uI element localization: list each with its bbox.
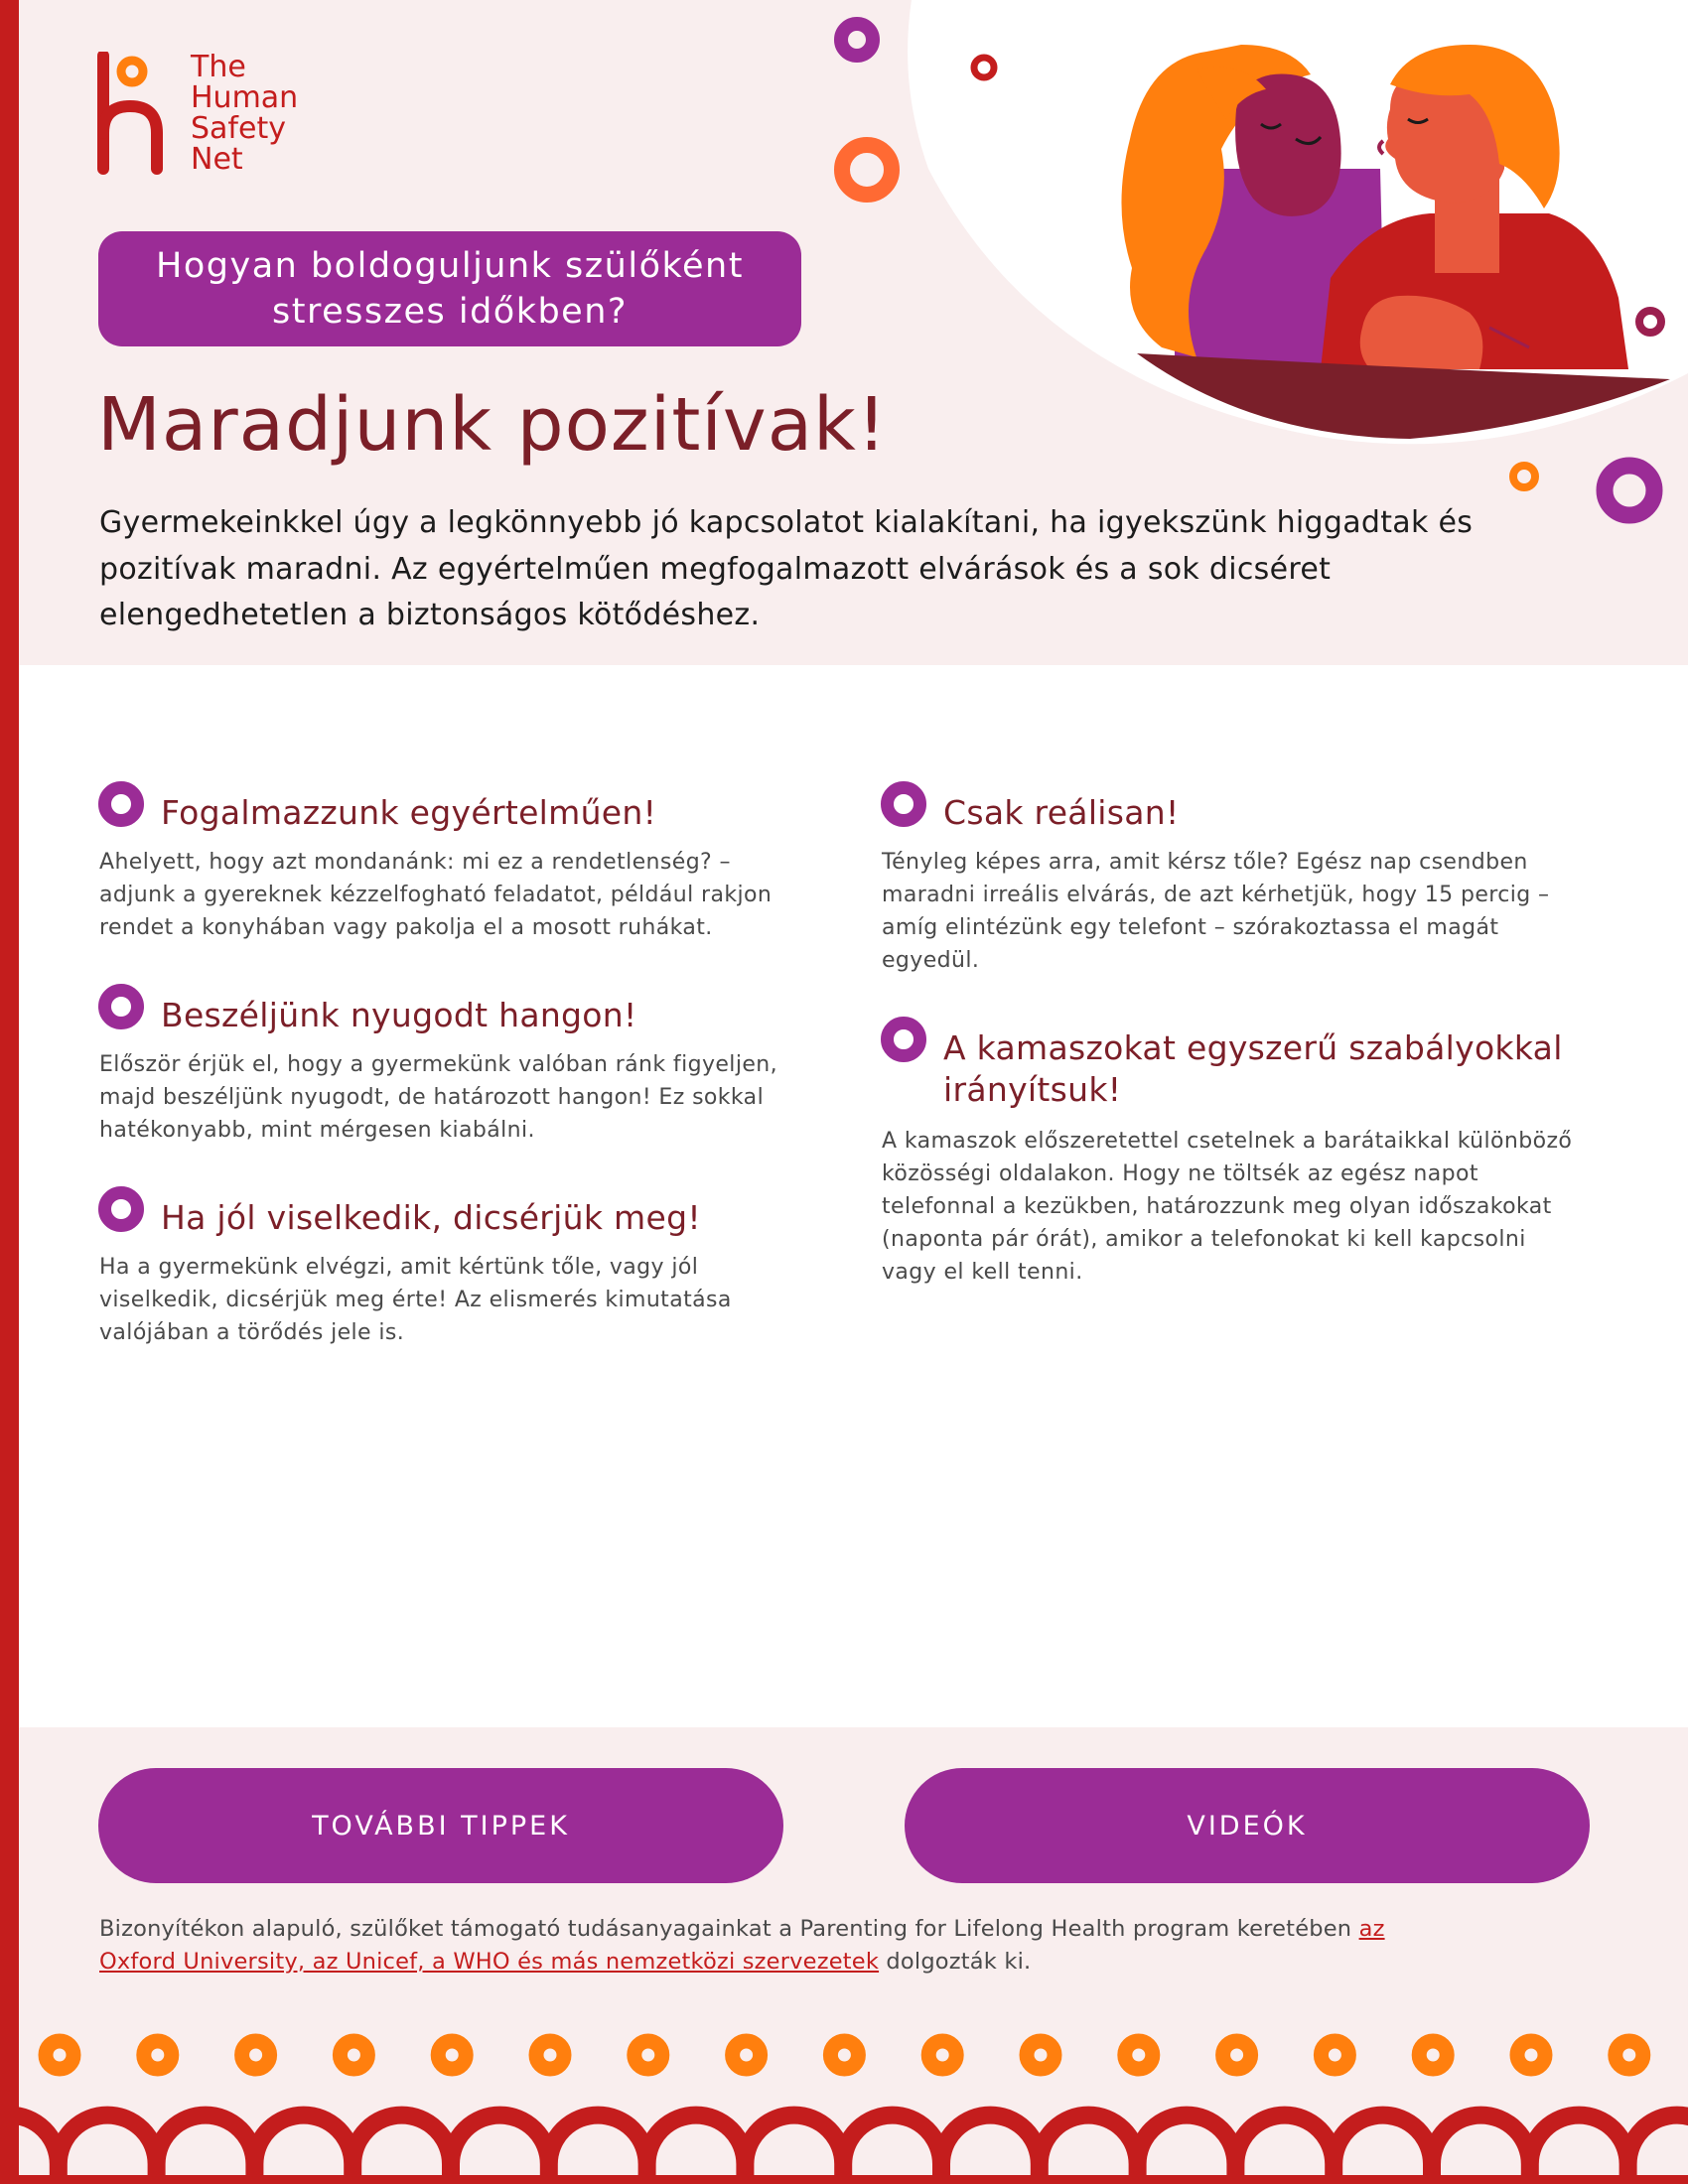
credit-text — [99, 1913, 1390, 1979]
orange-ring-decoration — [733, 2041, 761, 2069]
intro-paragraph: Gyermekeinkkel úgy a legkönnyebb jó kapcsolatot kialakítani, ha igyekszünk higgadtak és pozitívak maradni. Az egyértelműen megfogalmazott elvárások és a sok dicséret elengedhetetlen a biztonságos kötődéshez. — [99, 505, 1474, 632]
tip-body: Ha a gyermekünk elvégzi, amit kértünk tőle, vagy jól viselkedik, dicsérjük meg érte! Az elismerés kimutatása valójában a törődés jele is. — [99, 1255, 732, 1345]
more-tips-button[interactable]: TOVÁBBI TIPPEK — [98, 1768, 783, 1883]
orange-ring-decoration — [1321, 2041, 1348, 2069]
tip-heading: Beszéljünk nyugodt hangon! — [161, 996, 637, 1034]
tip-card — [97, 1185, 792, 1354]
orange-ring-decoration — [340, 2041, 367, 2069]
partners-link[interactable]: az Oxford University, az Unicef, a WHO és más nemzetközi szervezetek — [99, 1916, 1385, 1975]
orange-ring-decoration — [242, 2041, 270, 2069]
tip-heading — [943, 1027, 1563, 1111]
orange-ring-decoration — [1419, 2041, 1447, 2069]
orange-ring-decoration — [438, 2041, 466, 2069]
orange-ring-decoration — [830, 2041, 858, 2069]
orange-ring-decoration — [144, 2041, 172, 2069]
brand-logo — [95, 52, 334, 181]
ring-bullet-icon — [880, 1016, 927, 1063]
ring-bullet-icon — [97, 780, 145, 828]
orange-ring-decoration — [1616, 2041, 1643, 2069]
tip-body: Tényleg képes arra, amit kérsz tőle? Egész nap csendben maradni irreális elvárás, de azt kérhetjük, hogy 15 percig – amíg elintézünk egy telefont – szórakoztassa el magát egyedül. — [882, 850, 1550, 973]
tip-body: Először érjük el, hogy a gyermekünk valóban ránk figyeljen, majd beszéljünk nyugodt, de határozott hangon! Ez sokkal hatékonyabb, mint mérgesen kiabálni. — [99, 1052, 777, 1143]
brand-name-line: Human — [191, 80, 299, 115]
tip-card — [97, 983, 792, 1152]
tip-body: A kamaszok előszeretettel csetelnek a barátaikkal különböző közösségi oldalakon. Hogy ne töltsék az egész napot telefonnal a kezükben, határozzunk meg olyan időszakokat (naponta pár órát), amikor a telefonokat ki kell kapcsolni vagy el kell tenni. — [882, 1129, 1573, 1285]
credit-text-start: Bizonyítékon alapuló, szülőket támogató tudásanyagainkat a Parenting for Lifelong Health program keretében — [99, 1916, 1359, 1942]
orange-ring-small-decoration — [1513, 466, 1535, 487]
tip-heading: Ha jól viselkedik, dicsérjük meg! — [161, 1198, 701, 1237]
brand-name-line: Safety — [191, 111, 286, 146]
ring-bullet-icon — [97, 983, 145, 1030]
brand-name-line: Net — [191, 142, 243, 177]
tip-heading: Fogalmazzunk egyértelműen! — [161, 793, 657, 832]
ring-bullet-icon — [97, 1185, 145, 1233]
ring-bullet-icon — [880, 780, 927, 828]
red-arches-decoration — [0, 2116, 1688, 2184]
orange-ring-decoration — [928, 2041, 956, 2069]
tip-heading: Csak reálisan! — [943, 793, 1180, 832]
orange-ring-decoration — [634, 2041, 662, 2069]
tip-heading-line: irányítsuk! — [943, 1070, 1122, 1109]
orange-ring-decoration — [1125, 2041, 1153, 2069]
logo-h-icon — [95, 52, 185, 177]
purple-ring-large-decoration — [1605, 466, 1654, 515]
orange-ring-decoration — [536, 2041, 564, 2069]
tip-card — [97, 780, 792, 949]
page-title: Maradjunk pozitívak! — [97, 382, 888, 468]
tip-card — [880, 780, 1595, 979]
credit-text-end: dolgozták ki. — [879, 1949, 1032, 1975]
orange-ring-decoration — [46, 2041, 73, 2069]
tip-heading-line: A kamaszokat egyszerű szabályokkal — [943, 1028, 1563, 1067]
left-accent-bar — [0, 0, 19, 2184]
orange-ring-decoration — [1027, 2041, 1055, 2069]
footer-decoration — [0, 2015, 1688, 2184]
videos-button[interactable]: VIDEÓK — [905, 1768, 1590, 1883]
subtitle-banner: Hogyan boldoguljunk szülőként stresszes időkben? — [98, 231, 801, 346]
brand-name-line: The — [191, 50, 246, 84]
orange-ring-decoration — [1517, 2041, 1545, 2069]
tip-card — [880, 1016, 1595, 1294]
tip-body: Ahelyett, hogy azt mondanánk: mi ez a rendetlenség? – adjunk a gyereknek kézzelfogható feladatot, például rakjon rendet a konyhában vagy pakolja el a mosott ruhákat. — [99, 850, 773, 940]
orange-ring-decoration — [1223, 2041, 1251, 2069]
brand-name — [191, 52, 298, 175]
orange-ring-decoration — [842, 145, 892, 195]
purple-ring-decoration — [841, 24, 873, 56]
